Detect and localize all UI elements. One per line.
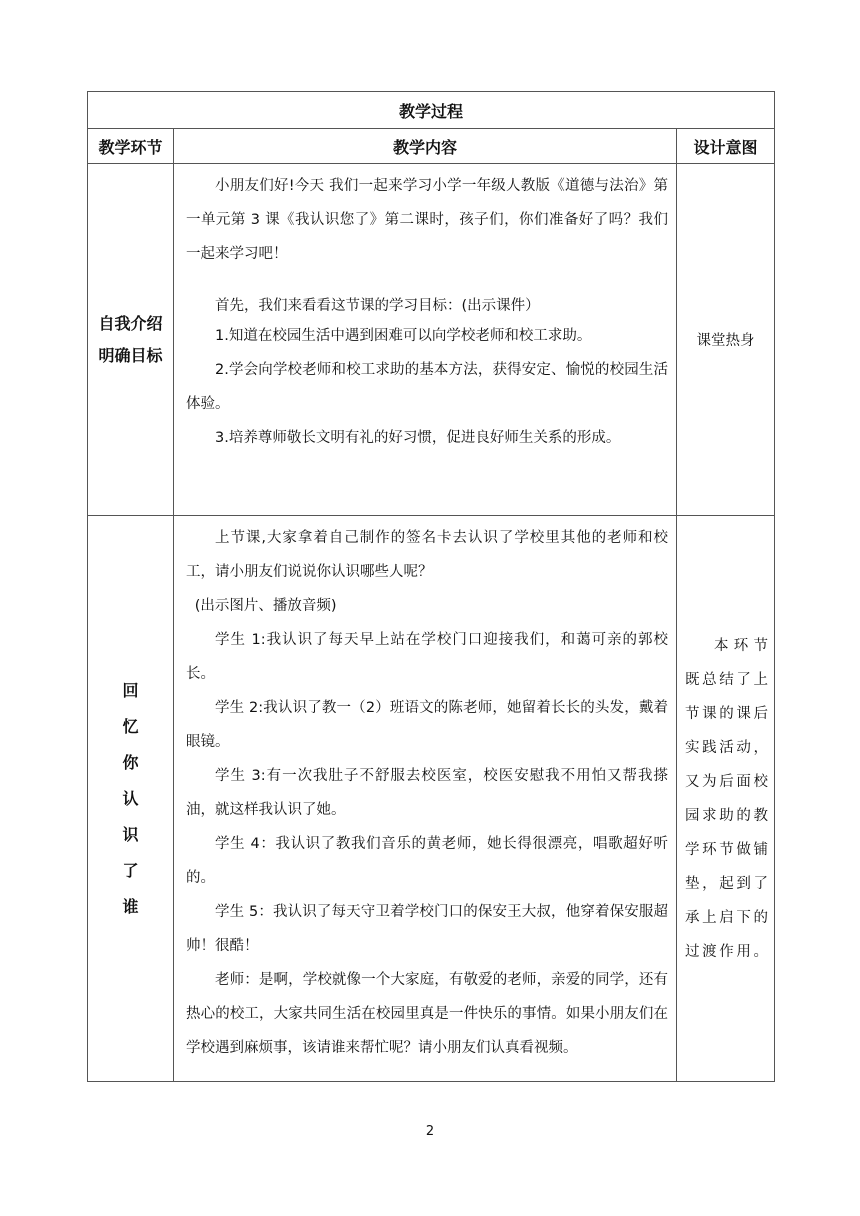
stage-label-line: 明确目标 — [98, 345, 163, 365]
content-paragraph: 首先，我们来看看这节课的学习目标：(出示课件） — [215, 298, 540, 314]
content-cell — [174, 164, 677, 516]
header-content: 教学内容 — [174, 129, 677, 164]
content-paragraph: 1.知道在校园生活中遇到困难可以向学校老师和校工求助。 — [215, 328, 592, 344]
content-paragraph: 老师：是啊，学校就像一个大家庭，有敬爱的老师，亲爱的同学，还有热心的校工，大家共同生活在校园里真是一件快乐的事情。如果小朋友们在学校遇到麻烦事，该请谁来帮忙呢？请小朋友们认真看视频。 — [186, 972, 668, 1056]
stage-cell — [88, 516, 174, 1082]
stage-label-char: 你 — [122, 752, 139, 772]
content-cell — [174, 516, 677, 1082]
table-title-row — [88, 92, 775, 129]
stage-label-char: 认 — [122, 788, 139, 808]
stage-label-char: 识 — [122, 824, 139, 844]
content-paragraph: 学生 5：我认识了每天守卫着学校门口的保安王大叔，他穿着保安服超帅！很酷！ — [186, 904, 668, 954]
content-paragraph: 学生 4：我认识了教我们音乐的黄老师，她长得很漂亮，唱歌超好听的。 — [186, 836, 668, 886]
header-stage: 教学环节 — [88, 129, 174, 164]
content-paragraph: 上节课,大家拿着自己制作的签名卡去认识了学校里其他的老师和校工，请小朋友们说说你认识哪些人呢？ — [186, 530, 668, 580]
content-paragraph: 学生 1:我认识了每天早上站在学校门口迎接我们，和蔼可亲的郭校长。 — [186, 632, 668, 682]
table-row — [88, 164, 775, 516]
table-title: 教学过程 — [88, 92, 775, 129]
content-paragraph: 学生 3:有一次我肚子不舒服去校医室，校医安慰我不用怕又帮我搽油，就这样我认识了她。 — [186, 768, 668, 818]
stage-label-line: 自我介绍 — [98, 313, 163, 333]
intent-text: 本环节既总结了上节课的课后实践活动，又为后面校园求助的教学环节做铺垫，起到了承上启下的过渡作用。 — [685, 637, 768, 960]
intent-cell: 课堂热身 — [677, 164, 775, 516]
content-paragraph: 3.培养尊师敬长文明有礼的好习惯，促进良好师生关系的形成。 — [215, 430, 621, 446]
intent-cell — [677, 516, 775, 1082]
page-number: 2 — [425, 1124, 435, 1139]
table-row — [88, 516, 775, 1082]
stage-label-char: 忆 — [122, 716, 139, 736]
table-header-row — [88, 129, 775, 164]
teaching-process-table — [87, 91, 775, 1082]
content-paragraph: 学生 2:我认识了教一（2）班语文的陈老师，她留着长长的头发，戴着眼镜。 — [186, 700, 668, 750]
stage-label-char: 谁 — [122, 896, 139, 916]
content-paragraph: 2.学会向学校老师和校工求助的基本方法，获得安定、愉悦的校园生活体验。 — [186, 362, 668, 412]
content-paragraph: (出示图片、播放音频) — [194, 598, 337, 614]
header-intent: 设计意图 — [677, 129, 775, 164]
content-paragraph: 小朋友们好!今天 我们一起来学习小学一年级人教版《道德与法治》第一单元第 3 课《我认识您了》第二课时，孩子们，你们准备好了吗？我们一起来学习吧！ — [186, 178, 668, 262]
stage-cell — [88, 164, 174, 516]
stage-label-char: 回 — [122, 680, 139, 700]
stage-label-char: 了 — [122, 860, 139, 880]
